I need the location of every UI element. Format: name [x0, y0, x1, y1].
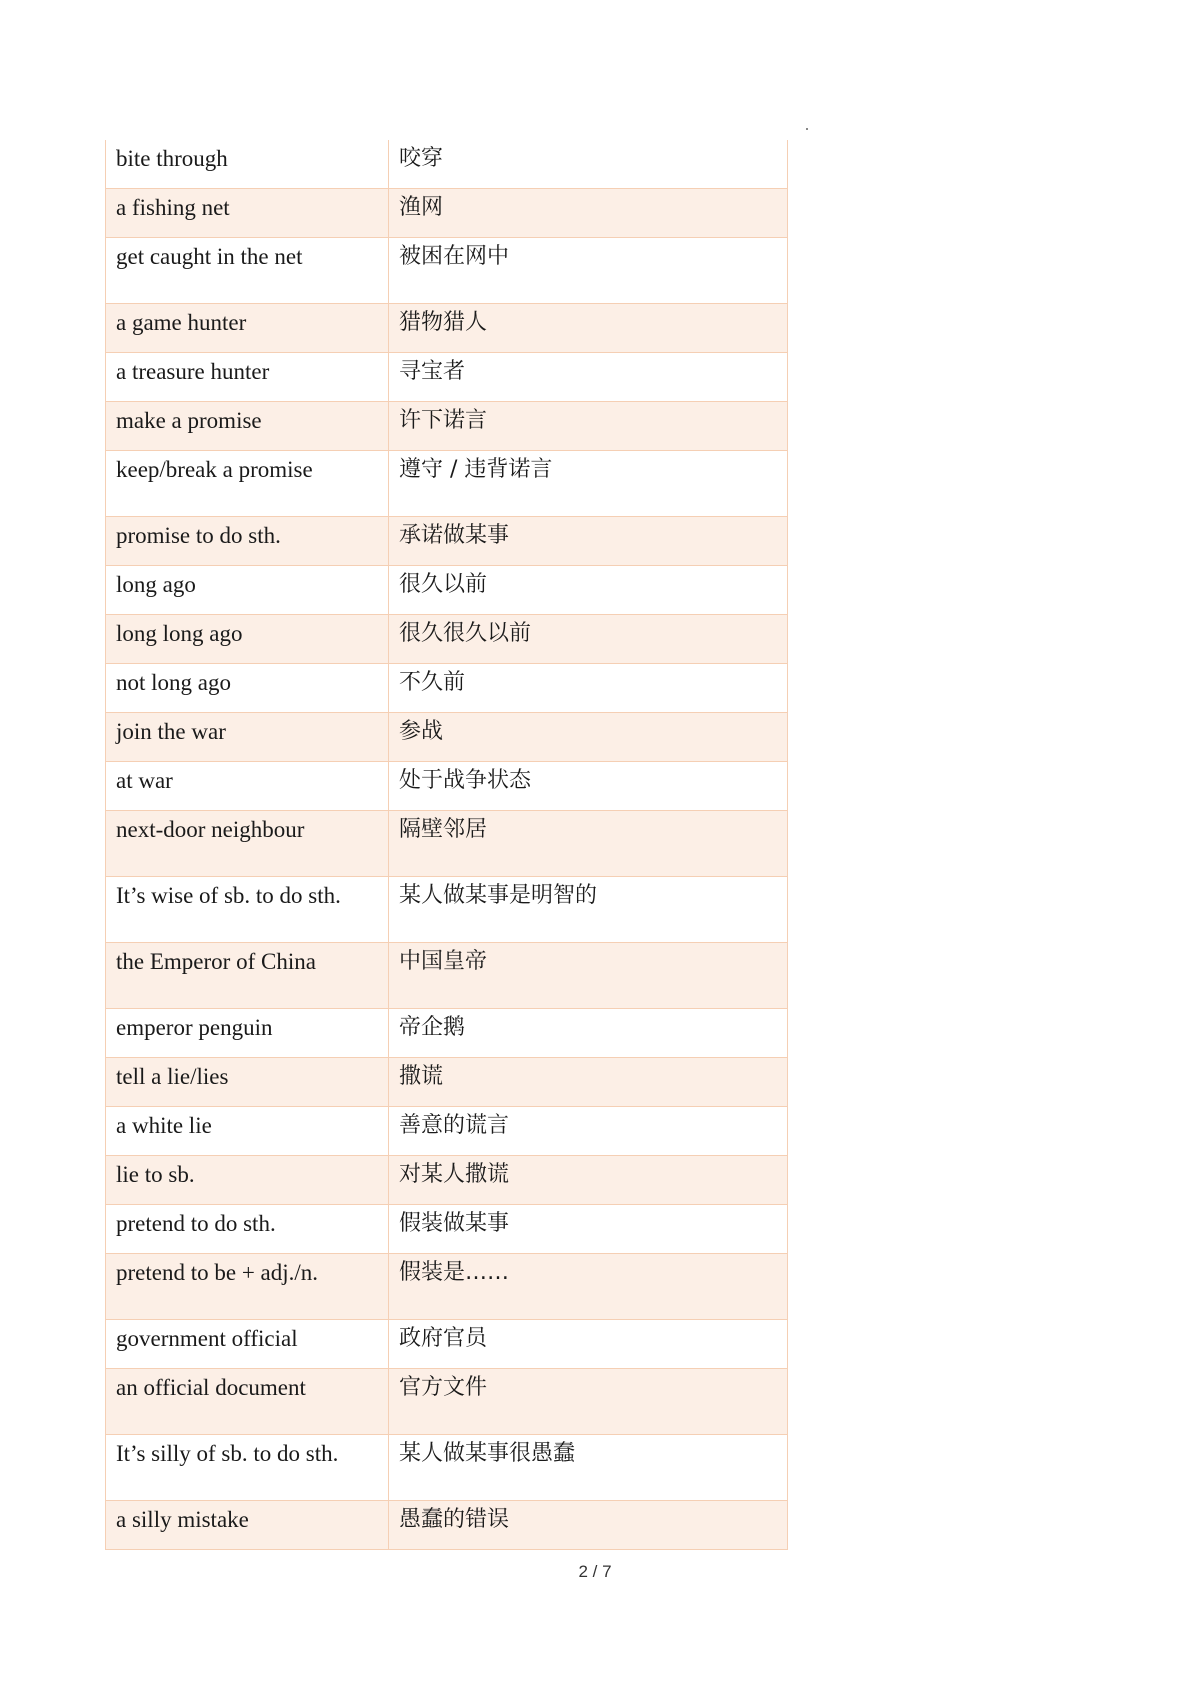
table-row — [106, 1369, 788, 1435]
translation-cell: 政府官员 — [389, 1320, 788, 1369]
translation-cell: 被困在网中 — [389, 238, 788, 304]
phrase-cell: an official document — [106, 1369, 389, 1435]
table-row — [106, 189, 788, 238]
phrase-cell: government official — [106, 1320, 389, 1369]
phrase-cell: a white lie — [106, 1107, 389, 1156]
table-row — [106, 1156, 788, 1205]
translation-cell: 很久以前 — [389, 566, 788, 615]
phrase-cell: It’s silly of sb. to do sth. — [106, 1435, 389, 1501]
translation-cell: 假装做某事 — [389, 1205, 788, 1254]
translation-cell: 假装是…… — [389, 1254, 788, 1320]
table-row — [106, 140, 788, 189]
table-row — [106, 811, 788, 877]
table-row — [106, 566, 788, 615]
translation-cell: 不久前 — [389, 664, 788, 713]
translation-cell: 参战 — [389, 713, 788, 762]
translation-cell: 许下诺言 — [389, 402, 788, 451]
vocabulary-table — [105, 140, 788, 1550]
phrase-cell: a treasure hunter — [106, 353, 389, 402]
phrase-cell: bite through — [106, 140, 389, 189]
translation-cell: 中国皇帝 — [389, 943, 788, 1009]
translation-cell: 隔壁邻居 — [389, 811, 788, 877]
translation-cell: 承诺做某事 — [389, 517, 788, 566]
phrase-cell: a game hunter — [106, 304, 389, 353]
phrase-cell: make a promise — [106, 402, 389, 451]
phrase-cell: a silly mistake — [106, 1501, 389, 1550]
translation-cell: 遵守 / 违背诺言 — [389, 451, 788, 517]
phrase-cell: not long ago — [106, 664, 389, 713]
table-row — [106, 238, 788, 304]
phrase-cell: next-door neighbour — [106, 811, 389, 877]
table-row — [106, 451, 788, 517]
phrase-cell: get caught in the net — [106, 238, 389, 304]
translation-cell: 某人做某事很愚蠢 — [389, 1435, 788, 1501]
table-row — [106, 615, 788, 664]
stray-dot — [806, 128, 808, 130]
table-row — [106, 353, 788, 402]
translation-cell: 渔网 — [389, 189, 788, 238]
table-row — [106, 1107, 788, 1156]
table-row — [106, 304, 788, 353]
translation-cell: 愚蠢的错误 — [389, 1501, 788, 1550]
table-row — [106, 1009, 788, 1058]
table-row — [106, 1254, 788, 1320]
phrase-cell: promise to do sth. — [106, 517, 389, 566]
phrase-cell: lie to sb. — [106, 1156, 389, 1205]
page-number-text: 2 / 7 — [578, 1562, 612, 1581]
page-number — [0, 1562, 1190, 1582]
translation-cell: 善意的谎言 — [389, 1107, 788, 1156]
table-row — [106, 1435, 788, 1501]
translation-cell: 处于战争状态 — [389, 762, 788, 811]
translation-cell: 寻宝者 — [389, 353, 788, 402]
table-row — [106, 1205, 788, 1254]
phrase-cell: long long ago — [106, 615, 389, 664]
phrase-cell: the Emperor of China — [106, 943, 389, 1009]
phrase-cell: long ago — [106, 566, 389, 615]
translation-cell: 对某人撒谎 — [389, 1156, 788, 1205]
phrase-cell: at war — [106, 762, 389, 811]
phrase-cell: pretend to do sth. — [106, 1205, 389, 1254]
translation-cell: 咬穿 — [389, 140, 788, 189]
table-row — [106, 877, 788, 943]
table-row — [106, 402, 788, 451]
phrase-cell: tell a lie/lies — [106, 1058, 389, 1107]
table-row — [106, 664, 788, 713]
table-row — [106, 713, 788, 762]
phrase-cell: It’s wise of sb. to do sth. — [106, 877, 389, 943]
table-row — [106, 1501, 788, 1550]
table-row — [106, 762, 788, 811]
phrase-cell: join the war — [106, 713, 389, 762]
phrase-cell: a fishing net — [106, 189, 389, 238]
phrase-cell: emperor penguin — [106, 1009, 389, 1058]
translation-cell: 帝企鹅 — [389, 1009, 788, 1058]
table-row — [106, 1320, 788, 1369]
table-row — [106, 1058, 788, 1107]
translation-cell: 某人做某事是明智的 — [389, 877, 788, 943]
table-row — [106, 943, 788, 1009]
phrase-cell: keep/break a promise — [106, 451, 389, 517]
table-row — [106, 517, 788, 566]
phrase-cell: pretend to be + adj./n. — [106, 1254, 389, 1320]
translation-cell: 猎物猎人 — [389, 304, 788, 353]
translation-cell: 撒谎 — [389, 1058, 788, 1107]
translation-cell: 很久很久以前 — [389, 615, 788, 664]
translation-cell: 官方文件 — [389, 1369, 788, 1435]
